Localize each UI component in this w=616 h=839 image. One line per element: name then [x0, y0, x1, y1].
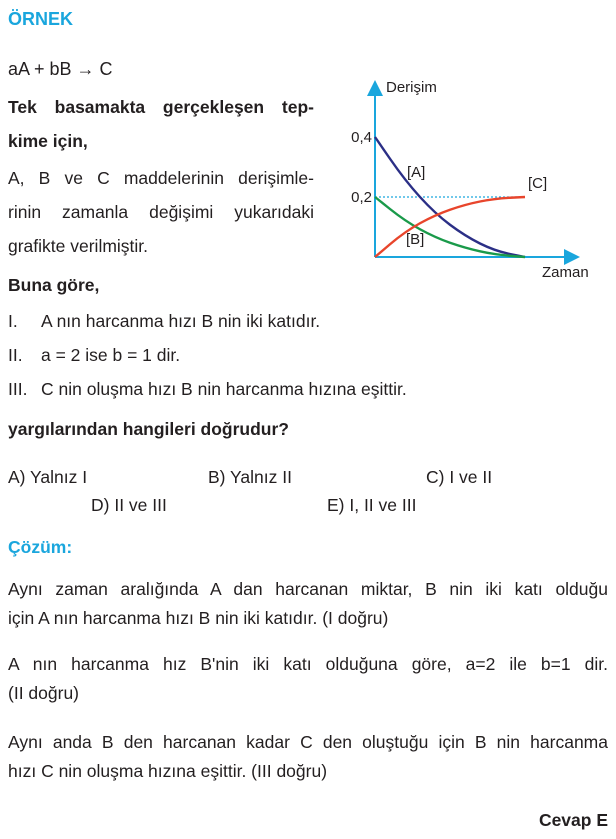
y-axis-label: Derişim: [386, 79, 437, 96]
series-line-b: [375, 197, 525, 257]
question-ask: yargılarından hangileri doğrudur?: [8, 419, 289, 439]
solution-line: Aynı zaman aralığında A dan harcanan miktar, B nin iki katı olduğu: [8, 579, 608, 599]
solution-line: (II doğru): [8, 683, 79, 703]
option-b[interactable]: B) Yalnız II: [208, 467, 292, 487]
solution-line: Aynı anda B den harcanan kadar C den oluştuğu için B nin harcanma: [8, 732, 608, 752]
option-e[interactable]: E) I, II ve III: [327, 495, 417, 515]
concentration-time-chart: [330, 72, 610, 287]
intro-text-line-2: rinin zamanla değişimi yukarıdaki: [8, 202, 314, 222]
answer-label: Cevap E: [538, 810, 608, 830]
statement-number: II.: [8, 345, 23, 365]
statement-number: III.: [8, 379, 28, 399]
reaction-equation: aA + bB → C: [8, 59, 113, 79]
y-tick-label: 0,2: [351, 189, 372, 206]
statement-number: I.: [8, 311, 18, 331]
statement-2: [8, 345, 180, 366]
series-label-c: [C]: [528, 175, 548, 192]
solution-line: hızı C nin oluşma hızına eşittir. (III doğru): [8, 761, 328, 781]
solution-paragraph-2: [8, 650, 608, 708]
example-title: ÖRNEK: [8, 9, 74, 29]
x-axis-label: Zaman: [542, 264, 589, 281]
statement-1: [8, 311, 320, 332]
solution-paragraph-1: [8, 575, 608, 633]
series-label-a: [A]: [407, 164, 426, 181]
option-c[interactable]: C) I ve II: [426, 467, 493, 487]
intro-text-line-3: grafikte verilmiştir.: [8, 236, 149, 256]
y-tick-label: 0,4: [351, 129, 372, 146]
statement-text: A nın harcanma hızı B nin iki katıdır.: [41, 311, 321, 331]
statement-text: a = 2 ise b = 1 dir.: [41, 345, 181, 365]
prompt-text: Buna göre,: [8, 275, 100, 295]
series-label-b: [B]: [406, 231, 425, 248]
intro-text-line-1: A, B ve C maddelerinin derişimle-: [8, 168, 314, 188]
solution-line: için A nın harcanma hızı B nin iki katıdır. (I doğru): [8, 608, 389, 628]
solution-title: Çözüm:: [8, 537, 73, 557]
option-d[interactable]: D) II ve III: [91, 495, 167, 515]
series-line-c: [375, 197, 525, 257]
intro-bold-line-2: kime için,: [8, 131, 88, 151]
statement-text: C nin oluşma hızı B nin harcanma hızına eşittir.: [41, 379, 407, 399]
solution-line: A nın harcanma hız B'nin iki katı olduğuna göre, a=2 ile b=1 dir.: [8, 654, 608, 674]
option-a[interactable]: A) Yalnız I: [8, 467, 88, 487]
statement-3: [8, 379, 407, 400]
intro-bold-line-1: Tek basamakta gerçekleşen tep-: [8, 97, 314, 117]
solution-paragraph-3: [8, 728, 608, 786]
